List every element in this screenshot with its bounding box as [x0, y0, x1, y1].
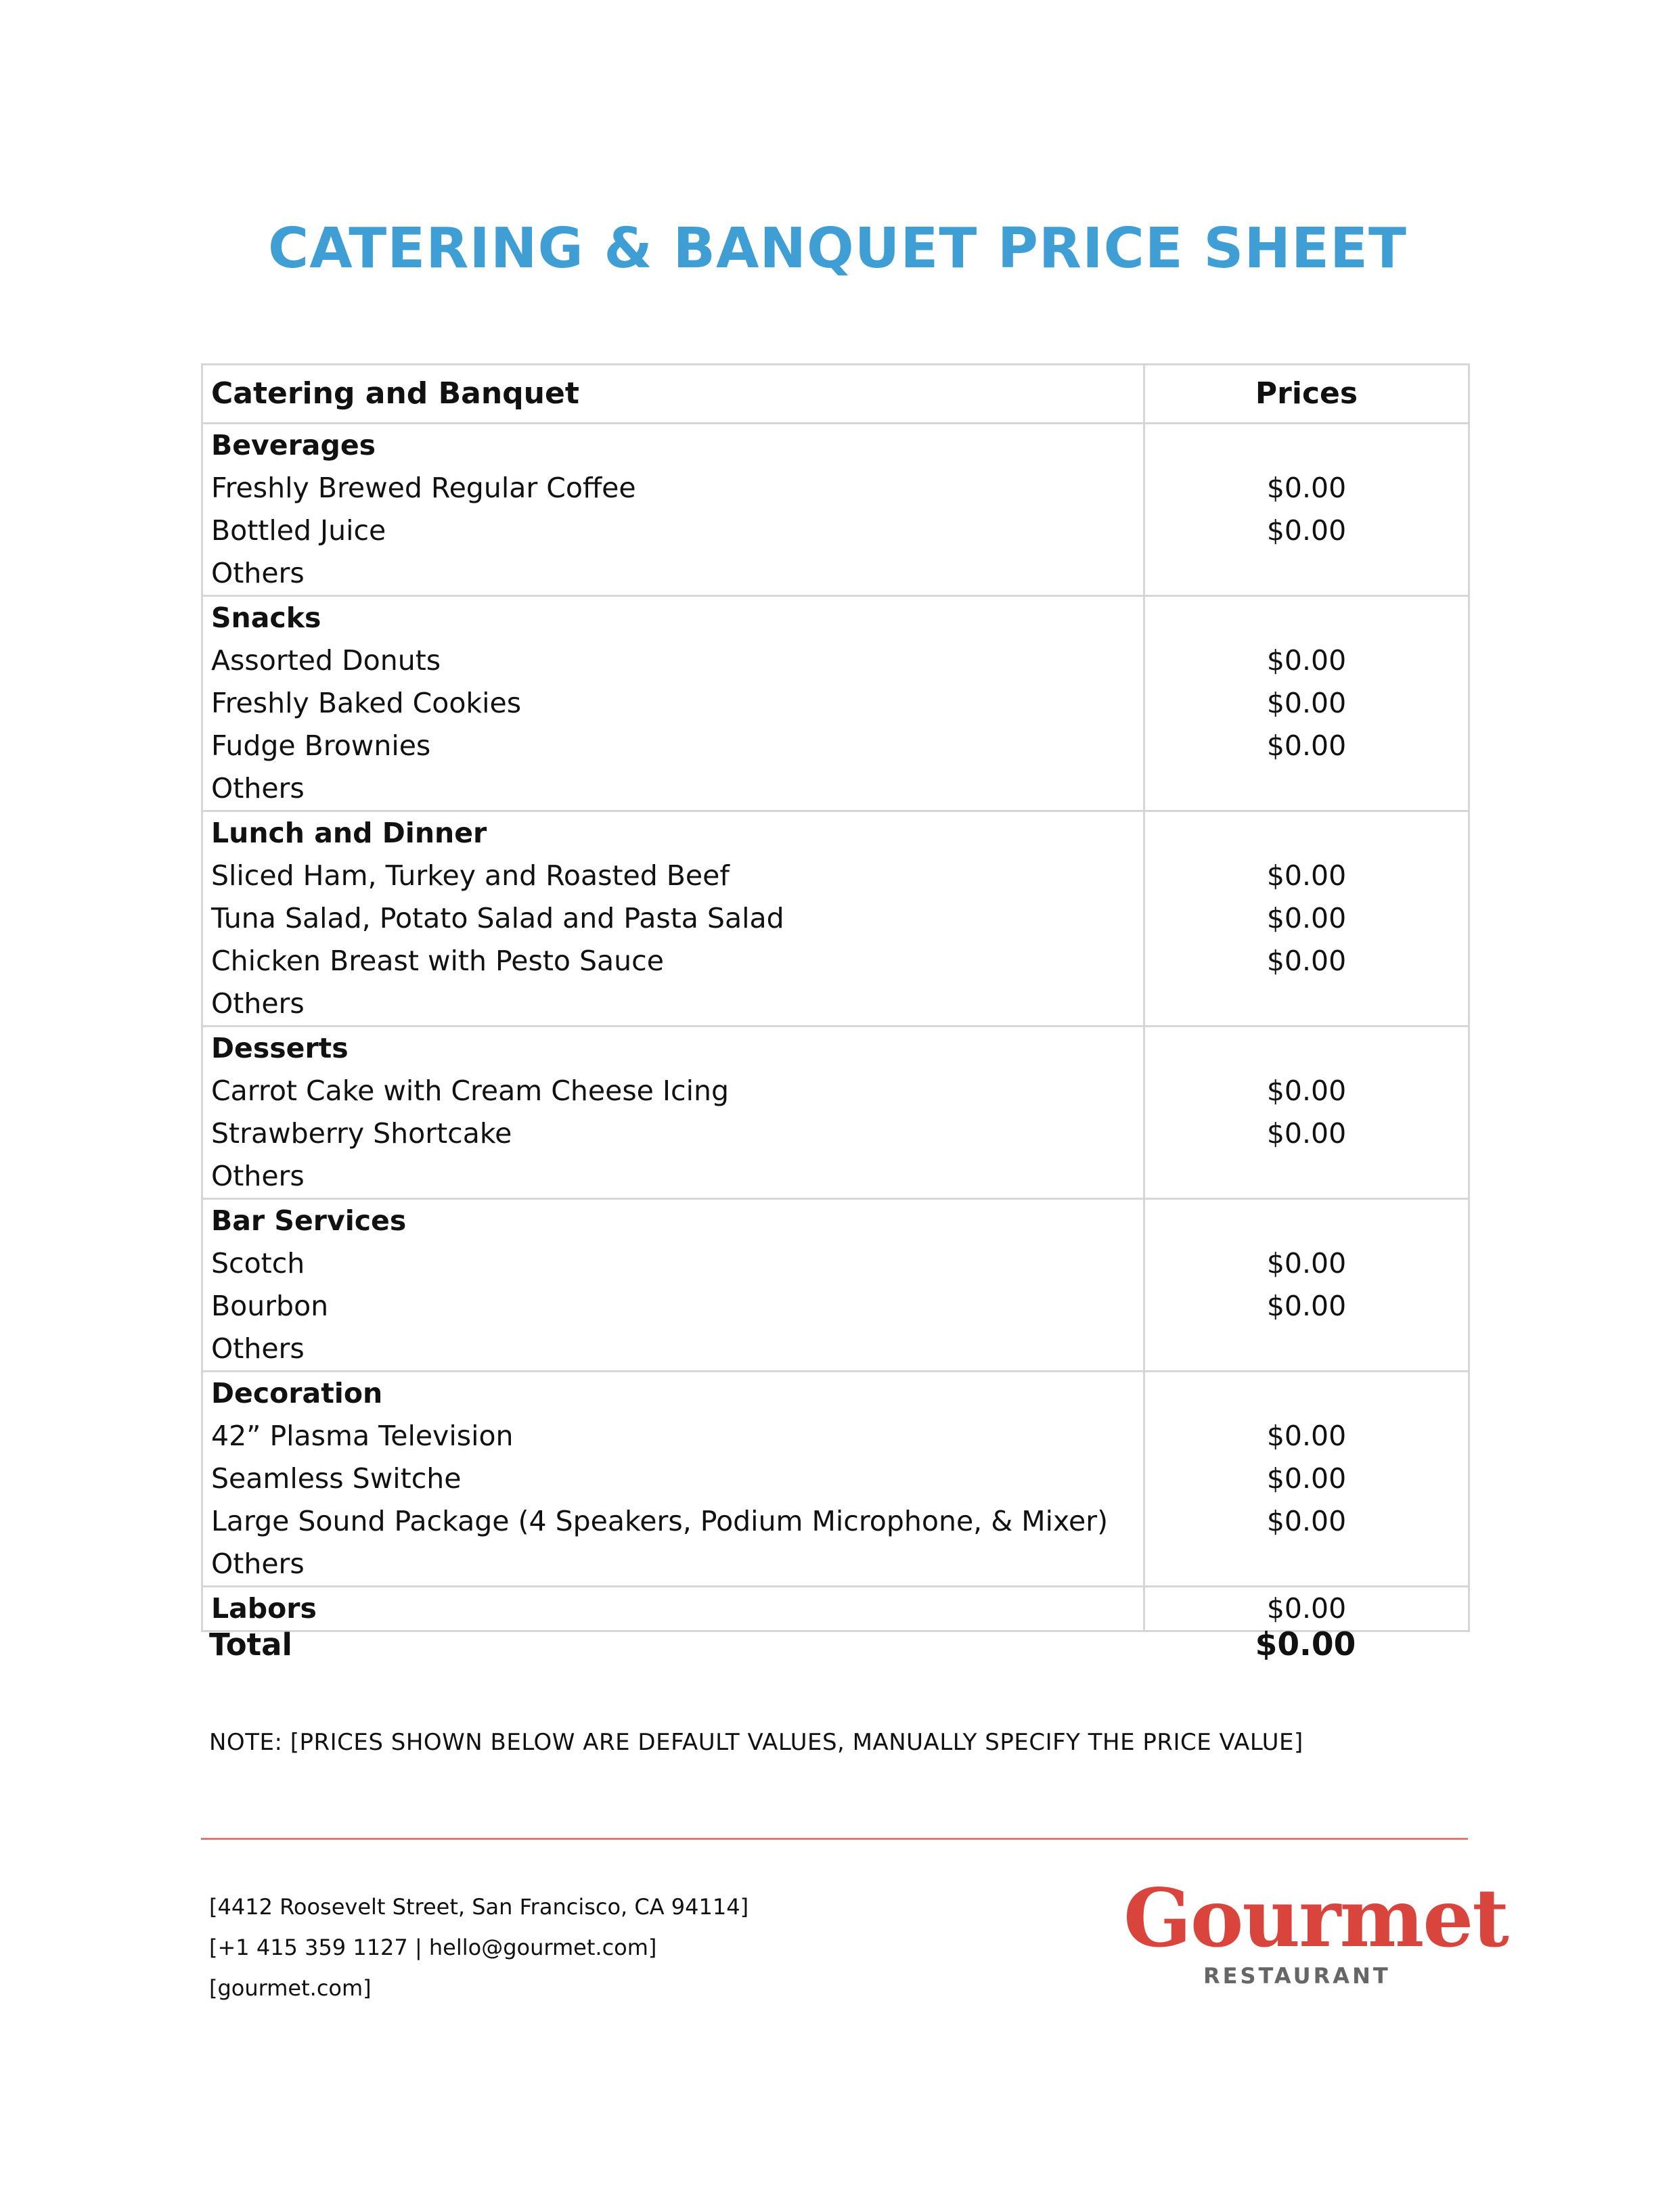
menu-item-price: [1145, 767, 1468, 810]
section-heading-price-spacer: [1145, 424, 1468, 467]
menu-item-label: Assorted Donuts: [211, 644, 441, 677]
section-row: [202, 811, 1469, 1026]
section-row: [202, 424, 1469, 596]
section-row: [202, 596, 1469, 811]
menu-item-label: 42” Plasma Television: [211, 1420, 514, 1452]
section-items-cell: [202, 1199, 1144, 1372]
menu-item-label: Others: [211, 1548, 305, 1580]
menu-item-price: $0.00: [1266, 729, 1347, 762]
menu-item-label: Freshly Brewed Regular Coffee: [211, 472, 636, 504]
menu-item-label: Freshly Baked Cookies: [211, 687, 522, 719]
menu-item-price: $0.00: [1266, 1247, 1347, 1280]
menu-item-label: Strawberry Shortcake: [211, 1117, 512, 1150]
menu-item-label: Large Sound Package (4 Speakers, Podium Microphone, & Mixer): [211, 1505, 1109, 1537]
section-heading: Decoration: [211, 1377, 383, 1409]
menu-item-price: $0.00: [1266, 1420, 1347, 1452]
menu-item-price: $0.00: [1266, 945, 1347, 977]
menu-item-price: $0.00: [1266, 1117, 1347, 1150]
menu-item-label: Seamless Switche: [211, 1462, 462, 1495]
section-items-cell: [202, 596, 1144, 811]
section-prices-cell: [1144, 424, 1469, 596]
column-header-item: Catering and Banquet: [211, 376, 579, 411]
section-row: [202, 1199, 1469, 1372]
labors-label: Labors: [211, 1592, 317, 1625]
total-row: [209, 1621, 1468, 1669]
menu-item-label: Bottled Juice: [211, 514, 386, 547]
menu-item-label: Others: [211, 1160, 305, 1192]
section-prices-cell: [1144, 811, 1469, 1026]
menu-item-price: $0.00: [1266, 514, 1347, 547]
menu-item-price: [1145, 552, 1468, 595]
section-heading: Desserts: [211, 1032, 349, 1064]
menu-item-price: [1145, 1543, 1468, 1585]
logo-subtitle: RESTAURANT: [1203, 1963, 1391, 1989]
section-heading-price-spacer: [1145, 812, 1468, 855]
menu-item-label: Bourbon: [211, 1290, 329, 1322]
contact-block: [209, 1887, 749, 2008]
menu-item-price: $0.00: [1266, 1290, 1347, 1322]
menu-item-label: Others: [211, 1332, 305, 1365]
pricing-note: NOTE: [PRICES SHOWN BELOW ARE DEFAULT VALUES, MANUALLY SPECIFY THE PRICE VALUE]: [209, 1729, 1303, 1756]
section-items-cell: [202, 1372, 1144, 1587]
total-value: $0.00: [1255, 1626, 1356, 1663]
menu-item-price: $0.00: [1266, 902, 1347, 934]
menu-item-price: $0.00: [1266, 644, 1347, 677]
section-items-cell: [202, 811, 1144, 1026]
section-heading: Beverages: [211, 429, 376, 461]
section-heading: Lunch and Dinner: [211, 817, 487, 849]
section-heading: Snacks: [211, 602, 321, 634]
section-row: [202, 1372, 1469, 1587]
section-items-cell: [202, 1026, 1144, 1199]
section-heading-price-spacer: [1145, 1372, 1468, 1415]
section-prices-cell: [1144, 1199, 1469, 1372]
menu-item-price: $0.00: [1266, 687, 1347, 719]
section-heading-price-spacer: [1145, 597, 1468, 639]
section-heading-price-spacer: [1145, 1200, 1468, 1242]
section-row: [202, 1026, 1469, 1199]
menu-item-label: Tuna Salad, Potato Salad and Pasta Salad: [211, 902, 784, 934]
menu-item-label: Others: [211, 772, 305, 805]
section-heading: Bar Services: [211, 1204, 407, 1237]
menu-item-label: Sliced Ham, Turkey and Roasted Beef: [211, 859, 730, 892]
footer-divider: [201, 1838, 1468, 1840]
menu-item-price: [1145, 983, 1468, 1025]
address-text: [4412 Roosevelt Street, San Francisco, CA 94114]: [209, 1894, 749, 1920]
phone-email-text: [+1 415 359 1127 | hello@gourmet.com]: [209, 1935, 657, 1960]
menu-item-price: [1145, 1155, 1468, 1198]
menu-item-price: $0.00: [1266, 1505, 1347, 1537]
menu-item-label: Carrot Cake with Cream Cheese Icing: [211, 1075, 729, 1107]
total-label: Total: [209, 1627, 292, 1663]
website-text: [gourmet.com]: [209, 1975, 372, 2001]
header-item-cell: [202, 365, 1144, 424]
page-title: CATERING & BANQUET PRICE SHEET: [268, 217, 1407, 281]
menu-item-label: Others: [211, 557, 305, 589]
header-price-cell: [1144, 365, 1469, 424]
menu-item-price: $0.00: [1266, 1075, 1347, 1107]
section-items-cell: [202, 424, 1144, 596]
menu-item-price: $0.00: [1266, 472, 1347, 504]
price-table: [201, 363, 1470, 1632]
menu-item-label: Fudge Brownies: [211, 729, 431, 762]
menu-item-label: Scotch: [211, 1247, 305, 1280]
menu-item-price: [1145, 1328, 1468, 1370]
menu-item-label: Others: [211, 987, 305, 1020]
section-prices-cell: [1144, 1026, 1469, 1199]
section-heading-price-spacer: [1145, 1027, 1468, 1070]
table-header-row: [202, 365, 1469, 424]
labors-price: $0.00: [1266, 1592, 1347, 1625]
price-table-body: [202, 365, 1469, 1631]
logo-wordmark: Gourmet: [1123, 1871, 1508, 1965]
menu-item-price: $0.00: [1266, 1462, 1347, 1495]
menu-item-price: $0.00: [1266, 859, 1347, 892]
section-prices-cell: [1144, 1372, 1469, 1587]
gourmet-logo: [1123, 1871, 1508, 1996]
column-header-price: Prices: [1255, 376, 1358, 411]
section-prices-cell: [1144, 596, 1469, 811]
menu-item-label: Chicken Breast with Pesto Sauce: [211, 945, 664, 977]
